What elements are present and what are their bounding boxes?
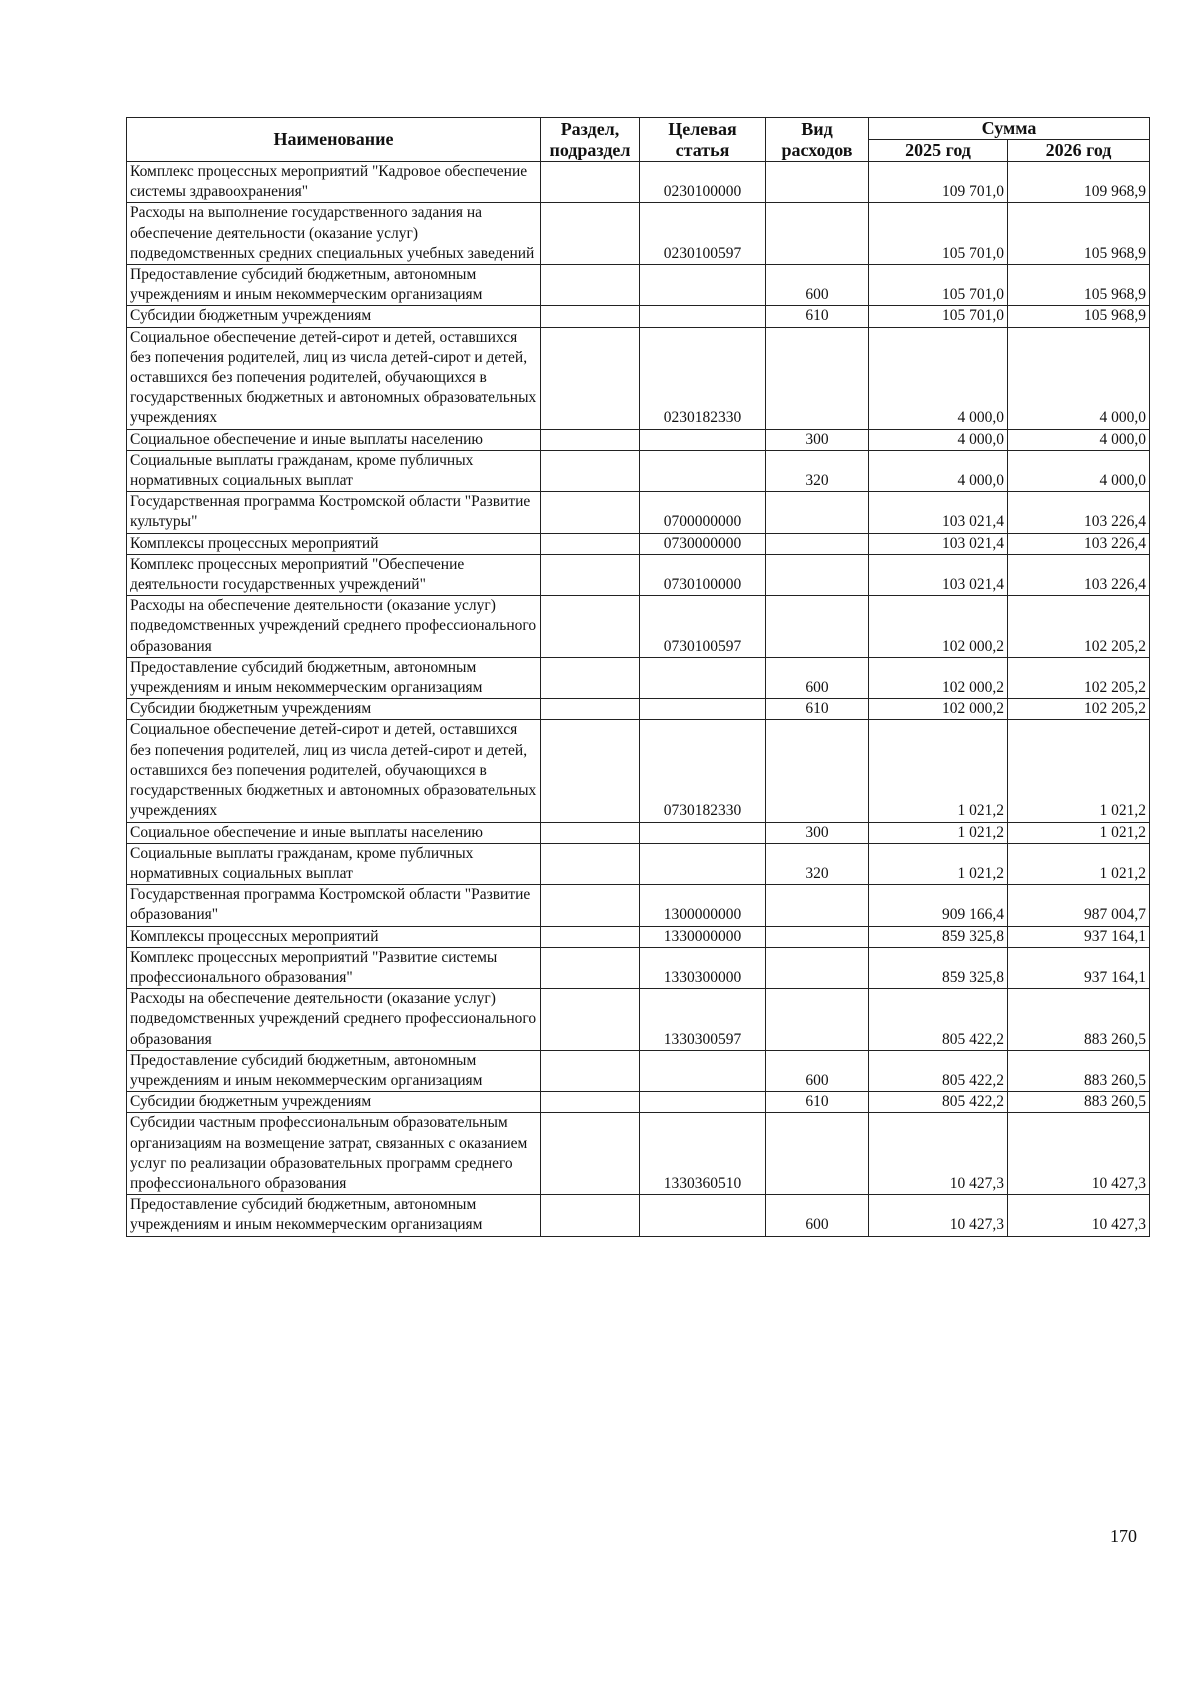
- cell-sum-2025: 103 021,4: [869, 533, 1008, 554]
- cell-celevaya: 0230182330: [640, 327, 766, 429]
- header-razdel: Раздел, подраздел: [541, 118, 640, 162]
- cell-sum-2025: 10 427,3: [869, 1113, 1008, 1195]
- table-row: [127, 596, 1150, 658]
- table-row: [127, 429, 1150, 450]
- cell-celevaya: 0230100000: [640, 162, 766, 203]
- cell-razdel: [541, 947, 640, 988]
- cell-sum-2025: 909 166,4: [869, 885, 1008, 926]
- cell-sum-2026: 103 226,4: [1008, 533, 1150, 554]
- cell-sum-2026: 1 021,2: [1008, 720, 1150, 822]
- cell-razdel: [541, 926, 640, 947]
- cell-sum-2025: 10 427,3: [869, 1195, 1008, 1236]
- cell-name: Социальные выплаты гражданам, кроме публичных нормативных социальных выплат: [127, 450, 541, 491]
- cell-sum-2025: 102 000,2: [869, 657, 1008, 698]
- cell-vid: [766, 947, 869, 988]
- cell-celevaya: [640, 450, 766, 491]
- table-row: [127, 822, 1150, 843]
- table-row: [127, 657, 1150, 698]
- cell-razdel: [541, 596, 640, 658]
- cell-celevaya: 1330300000: [640, 947, 766, 988]
- cell-sum-2025: 859 325,8: [869, 926, 1008, 947]
- cell-sum-2026: 987 004,7: [1008, 885, 1150, 926]
- cell-sum-2026: 883 260,5: [1008, 1092, 1150, 1113]
- cell-vid: [766, 554, 869, 595]
- cell-name: Социальное обеспечение и иные выплаты населению: [127, 822, 541, 843]
- header-row-1: [127, 118, 1150, 140]
- cell-sum-2026: 937 164,1: [1008, 947, 1150, 988]
- cell-sum-2026: 103 226,4: [1008, 554, 1150, 595]
- table-row: [127, 947, 1150, 988]
- cell-vid: 600: [766, 265, 869, 306]
- cell-vid: 600: [766, 1050, 869, 1091]
- cell-celevaya: 1330360510: [640, 1113, 766, 1195]
- cell-sum-2026: 109 968,9: [1008, 162, 1150, 203]
- cell-celevaya: 0730182330: [640, 720, 766, 822]
- cell-vid: [766, 596, 869, 658]
- cell-sum-2026: 105 968,9: [1008, 306, 1150, 327]
- cell-name: Государственная программа Костромской области "Развитие культуры": [127, 492, 541, 533]
- cell-sum-2026: 883 260,5: [1008, 1050, 1150, 1091]
- cell-sum-2025: 105 701,0: [869, 265, 1008, 306]
- cell-razdel: [541, 429, 640, 450]
- budget-table: [126, 117, 1150, 1237]
- cell-celevaya: 1300000000: [640, 885, 766, 926]
- cell-vid: 610: [766, 699, 869, 720]
- table-row: [127, 554, 1150, 595]
- table-row: [127, 203, 1150, 265]
- header-year-2026: 2026 год: [1008, 140, 1150, 162]
- table-row: [127, 699, 1150, 720]
- cell-sum-2025: 805 422,2: [869, 1050, 1008, 1091]
- cell-vid: [766, 885, 869, 926]
- cell-vid: [766, 720, 869, 822]
- cell-vid: 600: [766, 1195, 869, 1236]
- cell-name: Социальные выплаты гражданам, кроме публичных нормативных социальных выплат: [127, 843, 541, 884]
- cell-razdel: [541, 885, 640, 926]
- cell-name: Комплекс процессных мероприятий "Кадровое обеспечение системы здравоохранения": [127, 162, 541, 203]
- cell-celevaya: [640, 657, 766, 698]
- cell-celevaya: [640, 822, 766, 843]
- cell-razdel: [541, 989, 640, 1051]
- cell-name: Государственная программа Костромской области "Развитие образования": [127, 885, 541, 926]
- cell-sum-2026: 4 000,0: [1008, 429, 1150, 450]
- header-summa: Сумма: [869, 118, 1150, 140]
- cell-razdel: [541, 657, 640, 698]
- cell-sum-2025: 102 000,2: [869, 699, 1008, 720]
- cell-celevaya: 1330000000: [640, 926, 766, 947]
- table-row: [127, 1050, 1150, 1091]
- cell-razdel: [541, 1113, 640, 1195]
- cell-celevaya: [640, 1092, 766, 1113]
- cell-sum-2026: 883 260,5: [1008, 989, 1150, 1051]
- cell-celevaya: [640, 699, 766, 720]
- page-number: 170: [1110, 1526, 1137, 1546]
- table-row: [127, 926, 1150, 947]
- table-row: [127, 492, 1150, 533]
- cell-razdel: [541, 306, 640, 327]
- cell-razdel: [541, 533, 640, 554]
- cell-vid: [766, 162, 869, 203]
- cell-sum-2026: 103 226,4: [1008, 492, 1150, 533]
- cell-name: Субсидии бюджетным учреждениям: [127, 1092, 541, 1113]
- cell-name: Предоставление субсидий бюджетным, автономным учреждениям и иным некоммерческим организациям: [127, 265, 541, 306]
- cell-vid: 300: [766, 822, 869, 843]
- cell-name: Субсидии бюджетным учреждениям: [127, 306, 541, 327]
- cell-vid: 610: [766, 1092, 869, 1113]
- cell-vid: [766, 327, 869, 429]
- cell-sum-2025: 1 021,2: [869, 843, 1008, 884]
- cell-razdel: [541, 162, 640, 203]
- budget-table-container: [126, 117, 1150, 1237]
- cell-name: Комплексы процессных мероприятий: [127, 926, 541, 947]
- cell-name: Субсидии частным профессиональным образовательным организациям на возмещение затрат, связанных с оказанием услуг по реализации образовательных программ среднего профессионального образования: [127, 1113, 541, 1195]
- cell-celevaya: 0730000000: [640, 533, 766, 554]
- cell-sum-2026: 1 021,2: [1008, 822, 1150, 843]
- table-row: [127, 885, 1150, 926]
- cell-sum-2025: 1 021,2: [869, 822, 1008, 843]
- cell-celevaya: [640, 1195, 766, 1236]
- cell-name: Расходы на обеспечение деятельности (оказание услуг) подведомственных учреждений среднего профессионального образования: [127, 596, 541, 658]
- cell-sum-2026: 10 427,3: [1008, 1113, 1150, 1195]
- cell-name: Предоставление субсидий бюджетным, автономным учреждениям и иным некоммерческим организациям: [127, 657, 541, 698]
- table-row: [127, 843, 1150, 884]
- cell-name: Расходы на выполнение государственного задания на обеспечение деятельности (оказание услуг) подведомственных средних специальных учебных заведений: [127, 203, 541, 265]
- cell-name: Социальное обеспечение детей-сирот и детей, оставшихся без попечения родителей, лиц из числа детей-сирот и детей, оставшихся без попечения родителей, обучающихся в государственных бюджетных и автономных образовательных учреждениях: [127, 720, 541, 822]
- cell-vid: [766, 989, 869, 1051]
- cell-razdel: [541, 492, 640, 533]
- cell-sum-2026: 937 164,1: [1008, 926, 1150, 947]
- cell-celevaya: [640, 1050, 766, 1091]
- cell-vid: 320: [766, 450, 869, 491]
- cell-vid: [766, 203, 869, 265]
- cell-vid: [766, 492, 869, 533]
- cell-razdel: [541, 1050, 640, 1091]
- cell-name: Предоставление субсидий бюджетным, автономным учреждениям и иным некоммерческим организациям: [127, 1050, 541, 1091]
- header-vid: Вид расходов: [766, 118, 869, 162]
- cell-celevaya: 0230100597: [640, 203, 766, 265]
- cell-razdel: [541, 699, 640, 720]
- cell-razdel: [541, 1092, 640, 1113]
- cell-celevaya: [640, 306, 766, 327]
- cell-name: Предоставление субсидий бюджетным, автономным учреждениям и иным некоммерческим организациям: [127, 1195, 541, 1236]
- cell-sum-2025: 1 021,2: [869, 720, 1008, 822]
- cell-sum-2025: 4 000,0: [869, 450, 1008, 491]
- cell-sum-2026: 10 427,3: [1008, 1195, 1150, 1236]
- table-row: [127, 1092, 1150, 1113]
- cell-sum-2025: 102 000,2: [869, 596, 1008, 658]
- cell-sum-2025: 105 701,0: [869, 203, 1008, 265]
- table-row: [127, 306, 1150, 327]
- table-row: [127, 162, 1150, 203]
- cell-razdel: [541, 720, 640, 822]
- cell-sum-2025: 103 021,4: [869, 492, 1008, 533]
- cell-celevaya: [640, 843, 766, 884]
- cell-celevaya: [640, 429, 766, 450]
- cell-razdel: [541, 554, 640, 595]
- cell-vid: 600: [766, 657, 869, 698]
- cell-celevaya: 0730100000: [640, 554, 766, 595]
- cell-sum-2025: 109 701,0: [869, 162, 1008, 203]
- cell-razdel: [541, 843, 640, 884]
- header-name: Наименование: [127, 118, 541, 162]
- cell-name: Комплекс процессных мероприятий "Обеспечение деятельности государственных учреждений": [127, 554, 541, 595]
- cell-name: Комплексы процессных мероприятий: [127, 533, 541, 554]
- table-row: [127, 327, 1150, 429]
- cell-vid: [766, 926, 869, 947]
- cell-celevaya: 1330300597: [640, 989, 766, 1051]
- cell-sum-2026: 102 205,2: [1008, 699, 1150, 720]
- cell-razdel: [541, 1195, 640, 1236]
- table-row: [127, 533, 1150, 554]
- cell-razdel: [541, 450, 640, 491]
- cell-name: Социальное обеспечение и иные выплаты населению: [127, 429, 541, 450]
- header-year-2025: 2025 год: [869, 140, 1008, 162]
- cell-sum-2025: 105 701,0: [869, 306, 1008, 327]
- table-row: [127, 720, 1150, 822]
- cell-vid: 610: [766, 306, 869, 327]
- table-row: [127, 450, 1150, 491]
- cell-razdel: [541, 265, 640, 306]
- cell-vid: [766, 533, 869, 554]
- cell-sum-2025: 859 325,8: [869, 947, 1008, 988]
- cell-sum-2026: 4 000,0: [1008, 327, 1150, 429]
- table-body: [127, 162, 1150, 1237]
- cell-sum-2026: 4 000,0: [1008, 450, 1150, 491]
- cell-sum-2025: 805 422,2: [869, 1092, 1008, 1113]
- cell-sum-2025: 4 000,0: [869, 327, 1008, 429]
- cell-razdel: [541, 203, 640, 265]
- table-row: [127, 989, 1150, 1051]
- cell-razdel: [541, 327, 640, 429]
- cell-name: Социальное обеспечение детей-сирот и детей, оставшихся без попечения родителей, лиц из числа детей-сирот и детей, оставшихся без попечения родителей, обучающихся в государственных бюджетных и автономных образовательных учреждениях: [127, 327, 541, 429]
- table-row: [127, 1195, 1150, 1236]
- table-row: [127, 1113, 1150, 1195]
- cell-sum-2025: 805 422,2: [869, 989, 1008, 1051]
- cell-name: Комплекс процессных мероприятий "Развитие системы профессионального образования": [127, 947, 541, 988]
- cell-vid: 300: [766, 429, 869, 450]
- cell-sum-2025: 103 021,4: [869, 554, 1008, 595]
- cell-celevaya: [640, 265, 766, 306]
- cell-sum-2026: 102 205,2: [1008, 596, 1150, 658]
- cell-vid: [766, 1113, 869, 1195]
- cell-celevaya: 0730100597: [640, 596, 766, 658]
- cell-sum-2025: 4 000,0: [869, 429, 1008, 450]
- table-row: [127, 265, 1150, 306]
- header-celevaya: Целевая статья: [640, 118, 766, 162]
- cell-sum-2026: 105 968,9: [1008, 265, 1150, 306]
- cell-name: Расходы на обеспечение деятельности (оказание услуг) подведомственных учреждений среднего профессионального образования: [127, 989, 541, 1051]
- cell-sum-2026: 102 205,2: [1008, 657, 1150, 698]
- cell-name: Субсидии бюджетным учреждениям: [127, 699, 541, 720]
- cell-sum-2026: 1 021,2: [1008, 843, 1150, 884]
- cell-vid: 320: [766, 843, 869, 884]
- cell-sum-2026: 105 968,9: [1008, 203, 1150, 265]
- cell-celevaya: 0700000000: [640, 492, 766, 533]
- cell-razdel: [541, 822, 640, 843]
